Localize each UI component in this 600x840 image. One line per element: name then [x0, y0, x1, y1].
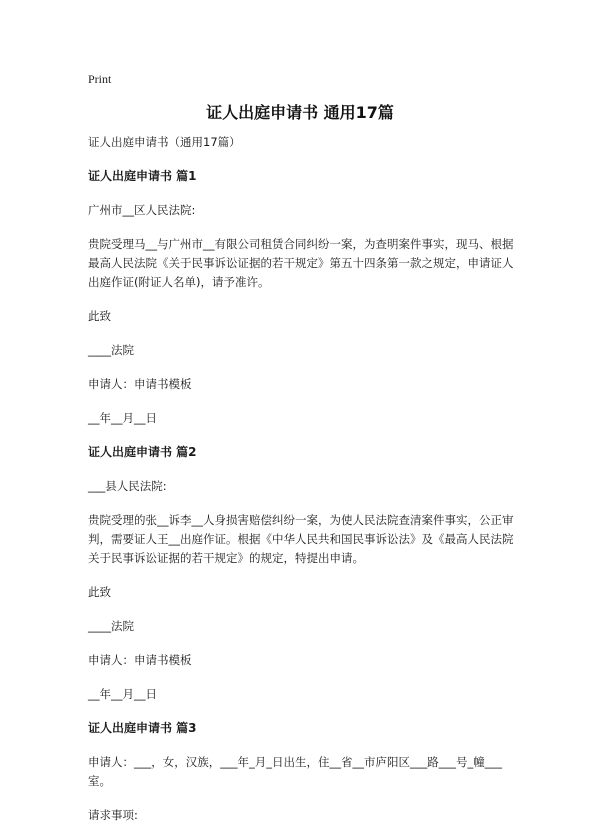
section-closing: 此致 — [88, 585, 111, 599]
section-court: ____法院 — [88, 343, 134, 357]
section-applicant: 申请人：申请书模板 — [88, 653, 192, 667]
section-body: 贵院受理的张__诉李__人身损害赔偿纠纷一案，为使人民法院查清案件事实，公正审判，需要证人王__出庭作证。根据《中华人民共和国民事诉讼法》及《最高人民法院关于民事诉讼证据的若干规定》的规定，特提出申请。 — [88, 513, 514, 565]
section-heading: 证人出庭申请书 篇3 — [88, 721, 197, 735]
document-subtitle: 证人出庭申请书（通用17篇） — [88, 135, 241, 149]
section-heading: 证人出庭申请书 篇1 — [88, 169, 197, 183]
page-title: 证人出庭申请书 通用17篇 — [206, 103, 394, 122]
section-applicant: 申请人：申请书模板 — [88, 377, 192, 391]
section-body: 贵院受理马__与广州市__有限公司租赁合同纠纷一案，为查明案件事实，现马、根据最高人民法院《关于民事诉讼证据的若干规定》第五十四条第一款之规定，申请证人出庭作证(附证人名单)，请予准许。 — [88, 237, 514, 289]
print-label[interactable]: Print — [88, 72, 112, 86]
section-date: __年__月__日 — [88, 411, 157, 425]
section-date: __年__月__日 — [88, 687, 157, 701]
section-body: 申请人：___，女，汉族，___年_月_日出生，住__省__市庐阳区___路___号_幢___室。 — [88, 755, 502, 788]
section-closing: 此致 — [88, 309, 111, 323]
section-heading: 证人出庭申请书 篇2 — [88, 445, 197, 459]
document-body — [88, 133, 518, 840]
section-address: ___县人民法院: — [88, 479, 167, 493]
section-address: 广州市__区人民法院: — [88, 203, 196, 217]
section-court: ____法院 — [88, 619, 134, 633]
section-items-label: 请求事项: — [88, 808, 138, 822]
